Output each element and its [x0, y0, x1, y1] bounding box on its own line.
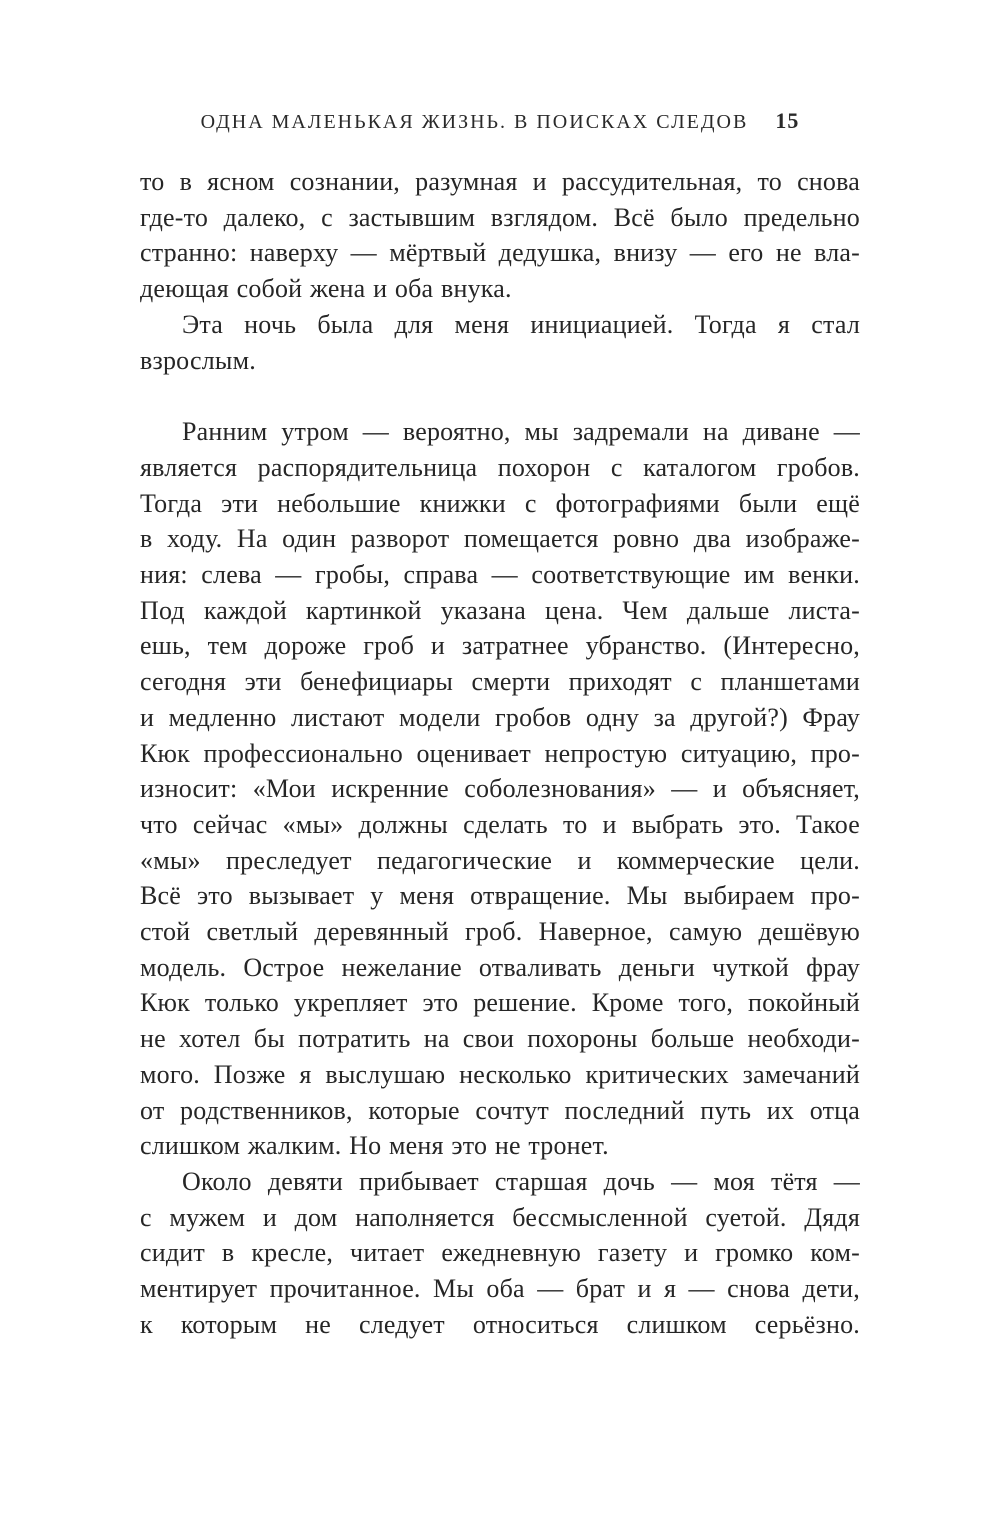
text-line: слишком жалким. Но меня это не тронет. [140, 1131, 609, 1161]
text-line: от родственников, которые сочтут последний путь их отца [140, 1095, 860, 1125]
text-line: является распорядительница похорон с каталогом гробов. [140, 452, 860, 482]
page-number: 15 [775, 108, 800, 133]
text-line: Ранним утром — вероятно, мы задремали на диване — [182, 417, 860, 447]
text-line: Кюк только укрепляет это решение. Кроме того, покойный [140, 988, 860, 1018]
text-line: сидит в кресле, читает ежедневную газету и громко ком- [140, 1238, 860, 1268]
text-line: и медленно листают модели гробов одну за другой?) Фрау [140, 702, 860, 732]
text-line: ментирует прочитанное. Мы оба — брат и я — снова дети, [140, 1274, 860, 1304]
paragraph [140, 414, 860, 1164]
text-line: Около девяти прибывает старшая дочь — моя тётя — [182, 1166, 860, 1196]
text-line: износит: «Мои искренние соболезнования» — и объясняет, [140, 774, 860, 804]
text-line: Под каждой картинкой указана цена. Чем дальше листа- [140, 595, 860, 625]
text-line: стой светлый деревянный гроб. Наверное, самую дешёвую [140, 917, 860, 947]
paragraph [140, 164, 860, 307]
running-header-title: ОДНА МАЛЕНЬКАЯ ЖИЗНЬ. В ПОИСКАХ СЛЕДОВ [200, 111, 749, 133]
text-line: где-то далеко, с застывшим взглядом. Всё было предельно [140, 202, 860, 232]
text-line: что сейчас «мы» должны сделать то и выбрать это. Такое [140, 809, 860, 839]
text-line: деющая собой жена и оба внука. [140, 274, 512, 304]
paragraph [140, 1164, 860, 1343]
text-line: Всё это вызывает у меня отвращение. Мы выбираем про- [140, 881, 860, 911]
text-line: взрослым. [140, 345, 256, 375]
text-block [140, 164, 860, 1343]
text-line: сегодня эти бенефициары смерти приходят с планшетами [140, 667, 860, 697]
text-line: модель. Острое нежелание отваливать деньги чуткой фрау [140, 952, 860, 982]
text-line: не хотел бы потратить на свои похороны больше необходи- [140, 1024, 860, 1054]
running-header [140, 108, 860, 134]
text-line: ешь, тем дороже гроб и затратнее убранство. (Интересно, [140, 631, 860, 661]
text-line: Тогда эти небольшие книжки с фотографиями были ещё [140, 488, 860, 518]
text-line: странно: наверху — мёртвый дедушка, внизу — его не вла- [140, 238, 860, 268]
text-line: ния: слева — гробы, справа — соответствующие им венки. [140, 560, 860, 590]
text-line: Эта ночь была для меня инициацией. Тогда я стал [182, 309, 860, 339]
text-line: Кюк профессионально оценивает непростую ситуацию, про- [140, 738, 860, 768]
text-line: с мужем и дом наполняется бессмысленной суетой. Дядя [140, 1202, 860, 1232]
paragraph [140, 307, 860, 378]
text-line: мого. Позже я выслушаю несколько критических замечаний [140, 1059, 860, 1089]
text-line: к которым не следует относиться слишком серьёзно. [140, 1309, 860, 1339]
text-line: в ходу. На один разворот помещается ровно два изображе- [140, 524, 860, 554]
text-line: то в ясном сознании, разумная и рассудительная, то снова [140, 167, 860, 196]
text-line: «мы» преследует педагогические и коммерческие цели. [140, 845, 860, 875]
